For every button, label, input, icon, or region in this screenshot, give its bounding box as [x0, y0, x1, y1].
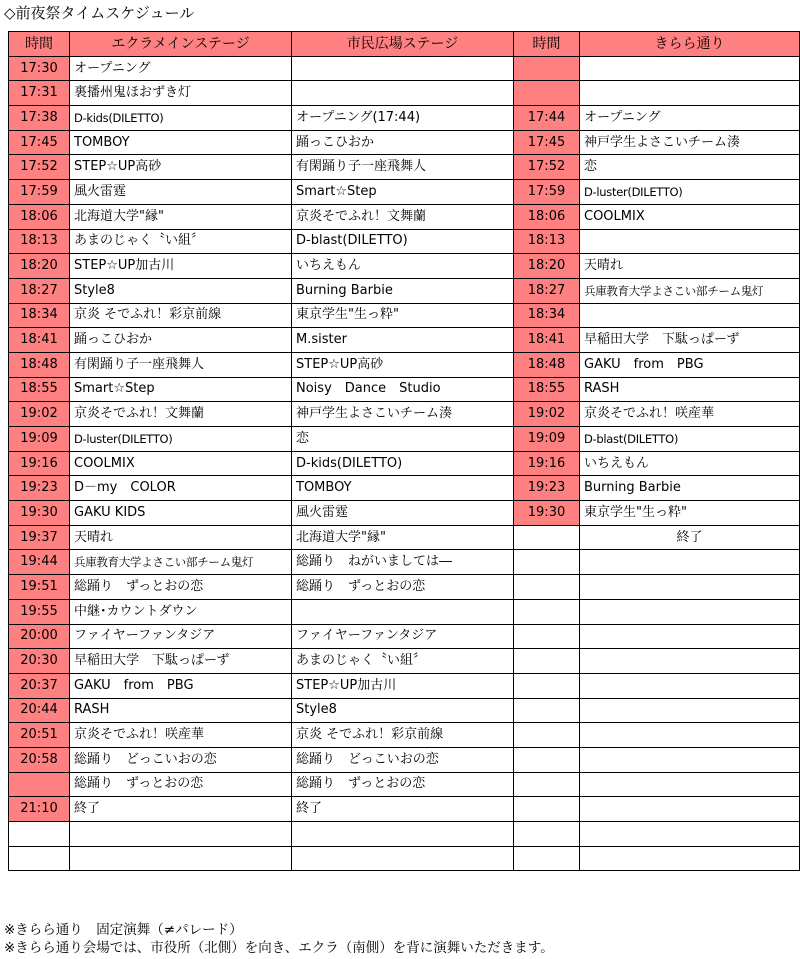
kirara-time-cell	[514, 797, 580, 822]
shimin-stage-cell: 北海道大学"縁"	[292, 525, 514, 550]
kirara-time-cell: 18:55	[514, 377, 580, 402]
kirara-dori-cell	[580, 575, 800, 600]
kirara-time-cell: 18:20	[514, 254, 580, 279]
kirara-dori-cell	[580, 649, 800, 674]
kirara-dori-cell	[580, 550, 800, 575]
ecura-stage-cell: STEP☆UP高砂	[70, 155, 292, 180]
kirara-time-cell	[514, 822, 580, 847]
shimin-stage-cell: D-kids(DILETTO)	[292, 451, 514, 476]
kirara-time-cell: 17:52	[514, 155, 580, 180]
table-row	[9, 106, 800, 131]
table-row	[9, 328, 800, 353]
kirara-time-cell	[514, 550, 580, 575]
kirara-dori-cell	[580, 772, 800, 797]
time-cell: 20:51	[9, 723, 70, 748]
kirara-time-cell: 17:44	[514, 106, 580, 131]
ecura-stage-cell: COOLMIX	[70, 451, 292, 476]
kirara-time-cell	[514, 772, 580, 797]
kirara-dori-cell: 神戸学生よさこいチーム湊	[580, 130, 800, 155]
table-row	[9, 352, 800, 377]
kirara-time-cell: 18:13	[514, 229, 580, 254]
kirara-time-cell: 18:48	[514, 352, 580, 377]
kirara-dori-cell: D-luster(DILETTO)	[580, 180, 800, 205]
shimin-stage-cell	[292, 81, 514, 106]
shimin-stage-cell: オープニング(17:44)	[292, 106, 514, 131]
kirara-time-cell	[514, 624, 580, 649]
kirara-time-cell: 17:45	[514, 130, 580, 155]
kirara-time-cell	[514, 525, 580, 550]
ecura-stage-cell: 総踊り ずっとおの恋	[70, 575, 292, 600]
shimin-stage-cell: 京炎そでふれ！文舞蘭	[292, 204, 514, 229]
time-cell: 19:51	[9, 575, 70, 600]
shimin-stage-cell: STEP☆UP高砂	[292, 352, 514, 377]
shimin-stage-cell: STEP☆UP加古川	[292, 673, 514, 698]
footnote: ※きらら通り会場では、市役所（北側）を向き、エクラ（南側）を背に演舞いただきます。	[4, 940, 554, 956]
shimin-stage-cell: D-blast(DILETTO)	[292, 229, 514, 254]
ecura-stage-cell: RASH	[70, 698, 292, 723]
table-row	[9, 204, 800, 229]
shimin-stage-cell: 東京学生"生っ粋"	[292, 303, 514, 328]
kirara-dori-cell: いちえもん	[580, 451, 800, 476]
kirara-dori-cell	[580, 797, 800, 822]
kirara-time-cell: 19:30	[514, 501, 580, 526]
shimin-stage-cell: 踊っこひおか	[292, 130, 514, 155]
ecura-stage-cell: 有閑踊り子一座飛舞人	[70, 352, 292, 377]
time-cell: 17:45	[9, 130, 70, 155]
table-row	[9, 180, 800, 205]
kirara-dori-cell: オープニング	[580, 106, 800, 131]
time-cell: 17:31	[9, 81, 70, 106]
footnote: ※きらら通り 固定演舞（≠パレード）	[4, 922, 243, 938]
time-cell: 19:37	[9, 525, 70, 550]
ecura-stage-cell: 天晴れ	[70, 525, 292, 550]
shimin-stage-cell: いちえもん	[292, 254, 514, 279]
ecura-stage-cell: TOMBOY	[70, 130, 292, 155]
kirara-dori-cell: 恋	[580, 155, 800, 180]
shimin-stage-cell: 総踊り ずっとおの恋	[292, 772, 514, 797]
time-cell: 18:06	[9, 204, 70, 229]
kirara-time-cell: 19:02	[514, 402, 580, 427]
ecura-stage-cell: あまのじゃく〝い組〞	[70, 229, 292, 254]
schedule-table	[8, 31, 800, 871]
shimin-stage-cell: 神戸学生よさこいチーム湊	[292, 402, 514, 427]
shimin-stage-cell: Style8	[292, 698, 514, 723]
time-cell: 20:37	[9, 673, 70, 698]
shimin-stage-cell: 総踊り ずっとおの恋	[292, 575, 514, 600]
kirara-dori-cell	[580, 303, 800, 328]
footnotes	[4, 921, 554, 957]
time-cell: 19:55	[9, 599, 70, 624]
header-ecura-main-stage: エクラメインステージ	[70, 32, 292, 57]
shimin-stage-cell: 総踊り どっこいおの恋	[292, 747, 514, 772]
table-row	[9, 822, 800, 847]
shimin-stage-cell: あまのじゃく〝い組〞	[292, 649, 514, 674]
kirara-dori-cell: 終了	[580, 525, 800, 550]
kirara-time-cell: 18:27	[514, 278, 580, 303]
time-cell: 17:38	[9, 106, 70, 131]
table-row	[9, 698, 800, 723]
shimin-stage-cell: TOMBOY	[292, 476, 514, 501]
kirara-dori-cell	[580, 747, 800, 772]
time-cell: 18:34	[9, 303, 70, 328]
header-time: 時間	[9, 32, 70, 57]
table-row	[9, 377, 800, 402]
shimin-stage-cell	[292, 822, 514, 847]
table-row	[9, 254, 800, 279]
table-header-row	[9, 32, 800, 57]
table-row	[9, 525, 800, 550]
ecura-stage-cell: オープニング	[70, 56, 292, 81]
shimin-stage-cell: Smart☆Step	[292, 180, 514, 205]
ecura-stage-cell: 北海道大学"縁"	[70, 204, 292, 229]
kirara-dori-cell: 早稲田大学 下駄っぱーず	[580, 328, 800, 353]
kirara-time-cell	[514, 599, 580, 624]
shimin-stage-cell	[292, 599, 514, 624]
header-shimin-hiroba-stage: 市民広場ステージ	[292, 32, 514, 57]
shimin-stage-cell: 総踊り ねがいましては―	[292, 550, 514, 575]
shimin-stage-cell	[292, 56, 514, 81]
ecura-stage-cell: 風火雷霆	[70, 180, 292, 205]
ecura-stage-cell: 京炎そでふれ！文舞蘭	[70, 402, 292, 427]
time-cell: 18:27	[9, 278, 70, 303]
time-cell: 17:52	[9, 155, 70, 180]
ecura-stage-cell: Smart☆Step	[70, 377, 292, 402]
ecura-stage-cell: ファイヤーファンタジア	[70, 624, 292, 649]
table-row	[9, 303, 800, 328]
time-cell: 19:23	[9, 476, 70, 501]
ecura-stage-cell: 早稲田大学 下駄っぱーず	[70, 649, 292, 674]
ecura-stage-cell: 中継･カウントダウン	[70, 599, 292, 624]
shimin-stage-cell: ファイヤーファンタジア	[292, 624, 514, 649]
table-row	[9, 56, 800, 81]
time-cell: 18:48	[9, 352, 70, 377]
time-cell: 19:09	[9, 427, 70, 452]
time-cell: 17:59	[9, 180, 70, 205]
shimin-stage-cell: 京炎 そでふれ！彩京前線	[292, 723, 514, 748]
table-row	[9, 278, 800, 303]
kirara-time-cell	[514, 698, 580, 723]
ecura-stage-cell: 総踊り どっこいおの恋	[70, 747, 292, 772]
time-cell: 20:58	[9, 747, 70, 772]
table-row	[9, 797, 800, 822]
table-row	[9, 476, 800, 501]
ecura-stage-cell: 総踊り ずっとおの恋	[70, 772, 292, 797]
kirara-time-cell	[514, 81, 580, 106]
kirara-time-cell: 19:16	[514, 451, 580, 476]
table-row	[9, 81, 800, 106]
time-cell: 17:30	[9, 56, 70, 81]
table-row	[9, 846, 800, 871]
kirara-dori-cell: COOLMIX	[580, 204, 800, 229]
kirara-dori-cell: RASH	[580, 377, 800, 402]
kirara-dori-cell	[580, 229, 800, 254]
kirara-time-cell	[514, 723, 580, 748]
table-row	[9, 723, 800, 748]
kirara-dori-cell: 京炎そでふれ！咲産華	[580, 402, 800, 427]
kirara-time-cell	[514, 649, 580, 674]
ecura-stage-cell: 京炎そでふれ！咲産華	[70, 723, 292, 748]
time-cell	[9, 822, 70, 847]
kirara-time-cell	[514, 846, 580, 871]
kirara-dori-cell: D-blast(DILETTO)	[580, 427, 800, 452]
kirara-time-cell: 18:41	[514, 328, 580, 353]
ecura-stage-cell	[70, 822, 292, 847]
time-cell: 18:55	[9, 377, 70, 402]
kirara-dori-cell	[580, 599, 800, 624]
kirara-dori-cell: 天晴れ	[580, 254, 800, 279]
table-row	[9, 155, 800, 180]
table-row	[9, 624, 800, 649]
ecura-stage-cell: 終了	[70, 797, 292, 822]
ecura-stage-cell: 兵庫教育大学よさこい部チーム鬼灯	[70, 550, 292, 575]
time-cell: 20:44	[9, 698, 70, 723]
time-cell: 20:00	[9, 624, 70, 649]
ecura-stage-cell: 踊っこひおか	[70, 328, 292, 353]
time-cell: 20:30	[9, 649, 70, 674]
kirara-dori-cell	[580, 673, 800, 698]
kirara-time-cell: 17:59	[514, 180, 580, 205]
time-cell: 19:30	[9, 501, 70, 526]
header-time-2: 時間	[514, 32, 580, 57]
kirara-dori-cell	[580, 624, 800, 649]
table-row	[9, 451, 800, 476]
kirara-time-cell: 19:09	[514, 427, 580, 452]
table-row	[9, 550, 800, 575]
kirara-time-cell: 18:34	[514, 303, 580, 328]
shimin-stage-cell: 恋	[292, 427, 514, 452]
kirara-time-cell: 19:23	[514, 476, 580, 501]
shimin-stage-cell: Burning Barbie	[292, 278, 514, 303]
table-row	[9, 599, 800, 624]
time-cell: 19:16	[9, 451, 70, 476]
ecura-stage-cell: 裏播州鬼ほおずき灯	[70, 81, 292, 106]
kirara-dori-cell	[580, 698, 800, 723]
table-row	[9, 229, 800, 254]
time-cell	[9, 846, 70, 871]
kirara-dori-cell	[580, 81, 800, 106]
table-row	[9, 130, 800, 155]
table-row	[9, 673, 800, 698]
kirara-dori-cell: GAKU from PBG	[580, 352, 800, 377]
shimin-stage-cell: 有閑踊り子一座飛舞人	[292, 155, 514, 180]
time-cell: 18:13	[9, 229, 70, 254]
ecura-stage-cell: Style8	[70, 278, 292, 303]
shimin-stage-cell	[292, 846, 514, 871]
time-cell: 18:41	[9, 328, 70, 353]
ecura-stage-cell: GAKU KIDS	[70, 501, 292, 526]
time-cell: 21:10	[9, 797, 70, 822]
ecura-stage-cell	[70, 846, 292, 871]
ecura-stage-cell: D-kids(DILETTO)	[70, 106, 292, 131]
kirara-dori-cell: Burning Barbie	[580, 476, 800, 501]
table-row	[9, 501, 800, 526]
kirara-time-cell	[514, 56, 580, 81]
kirara-time-cell: 18:06	[514, 204, 580, 229]
shimin-stage-cell: M.sister	[292, 328, 514, 353]
time-cell	[9, 772, 70, 797]
table-row	[9, 402, 800, 427]
shimin-stage-cell: 風火雷霆	[292, 501, 514, 526]
kirara-time-cell	[514, 673, 580, 698]
kirara-dori-cell	[580, 723, 800, 748]
header-kirara-dori: きらら通り	[580, 32, 800, 57]
kirara-dori-cell: 兵庫教育大学よさこい部チーム鬼灯	[580, 278, 800, 303]
ecura-stage-cell: D-luster(DILETTO)	[70, 427, 292, 452]
ecura-stage-cell: 京炎 そでふれ！彩京前線	[70, 303, 292, 328]
kirara-dori-cell	[580, 846, 800, 871]
ecura-stage-cell: STEP☆UP加古川	[70, 254, 292, 279]
time-cell: 19:02	[9, 402, 70, 427]
shimin-stage-cell: 終了	[292, 797, 514, 822]
time-cell: 19:44	[9, 550, 70, 575]
time-cell: 18:20	[9, 254, 70, 279]
kirara-time-cell	[514, 575, 580, 600]
page-title: ◇前夜祭タイムスケジュール	[4, 4, 195, 22]
table-row	[9, 747, 800, 772]
table-row	[9, 575, 800, 600]
kirara-dori-cell	[580, 822, 800, 847]
table-row	[9, 427, 800, 452]
kirara-dori-cell	[580, 56, 800, 81]
ecura-stage-cell: GAKU from PBG	[70, 673, 292, 698]
ecura-stage-cell: D－my COLOR	[70, 476, 292, 501]
kirara-dori-cell: 東京学生"生っ粋"	[580, 501, 800, 526]
kirara-time-cell	[514, 747, 580, 772]
shimin-stage-cell: Noisy Dance Studio	[292, 377, 514, 402]
table-row	[9, 649, 800, 674]
table-row	[9, 772, 800, 797]
